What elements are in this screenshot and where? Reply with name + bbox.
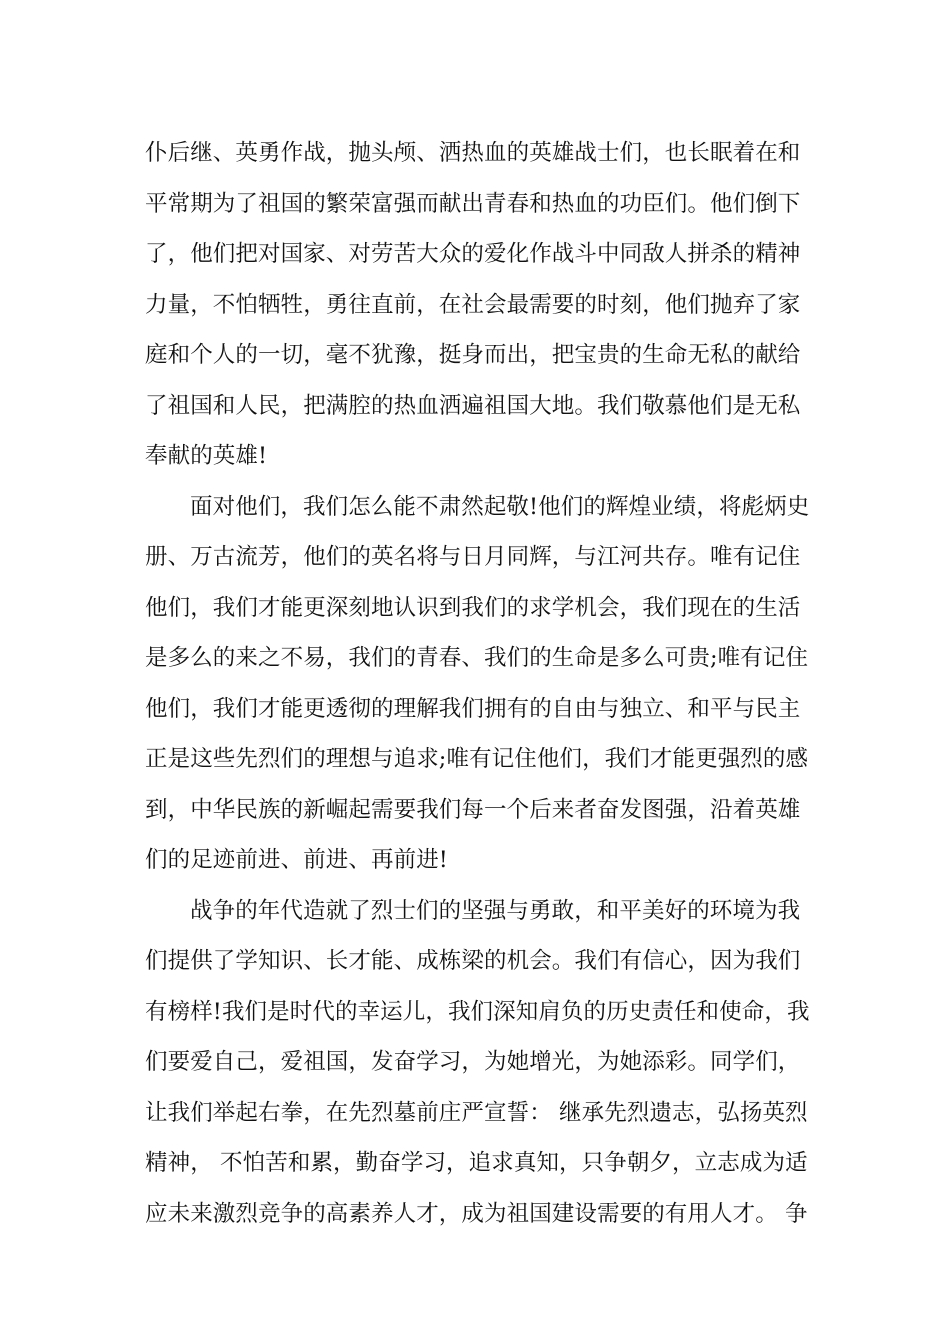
text-line: 们要爱自己，爱祖国，发奋学习，为她增光，为她添彩。同学们，	[145, 1049, 801, 1075]
text-line: 力量，不怕牺牲，勇往直前，在社会最需要的时刻，他们抛弃了家	[145, 291, 801, 318]
text-line: 奉献的英雄!	[145, 443, 268, 469]
paragraph-3	[145, 886, 810, 1240]
document-body	[145, 128, 810, 1239]
paragraph-2	[145, 482, 810, 886]
text-line: 仆后继、英勇作战，抛头颅、洒热血的英雄战士们，也长眠着在和	[145, 140, 801, 166]
text-line: 了，他们把对国家、对劳苦大众的爱化作战斗中同敌人拼杀的精神	[145, 241, 801, 267]
text-line: 让我们举起右拳，在先烈墓前庄严宣誓： 继承先烈遗志，弘扬英烈	[145, 1099, 808, 1126]
text-line: 战争的年代造就了烈士们的坚强与勇敢，和平美好的环境为我	[190, 897, 801, 924]
text-line: 应未来激烈竞争的高素养人才，成为祖国建设需要的有用人才。 争	[145, 1200, 808, 1227]
text-line: 他们，我们才能更透彻的理解我们拥有的自由与独立、和平与民主	[145, 695, 801, 722]
text-line: 正是这些先烈们的理想与追求;唯有记住他们，我们才能更强烈的感	[145, 746, 809, 772]
text-line: 他们，我们才能更深刻地认识到我们的求学机会，我们现在的生活	[145, 594, 801, 621]
text-line: 册、万古流芳，他们的英名将与日月同辉，与江河共存。唯有记住	[145, 544, 801, 570]
text-line: 有榜样!我们是时代的幸运儿，我们深知肩负的历史责任和使命，我	[145, 998, 810, 1025]
text-line: 到，中华民族的新崛起需要我们每一个后来者奋发图强，沿着英雄	[145, 796, 801, 823]
paragraph-1	[145, 128, 810, 482]
text-line: 平常期为了祖国的繁荣富强而献出青春和热血的功臣们。他们倒下	[145, 190, 801, 217]
text-line: 庭和个人的一切，毫不犹豫，挺身而出，把宝贵的生命无私的献给	[145, 342, 801, 368]
text-line: 们的足迹前进、前进、再前进!	[145, 847, 448, 873]
text-line: 是多么的来之不易，我们的青春、我们的生命是多么可贵;唯有记住	[145, 645, 809, 671]
text-line: 精神， 不怕苦和累，勤奋学习，追求真知，只争朝夕，立志成为适	[145, 1150, 808, 1176]
text-line: 们提供了学知识、长才能、成栋梁的机会。我们有信心，因为我们	[145, 948, 801, 974]
text-line: 了祖国和人民，把满腔的热血洒遍祖国大地。我们敬慕他们是无私	[145, 392, 801, 419]
text-line: 面对他们，我们怎么能不肃然起敬!他们的辉煌业绩，将彪炳史	[190, 493, 810, 520]
